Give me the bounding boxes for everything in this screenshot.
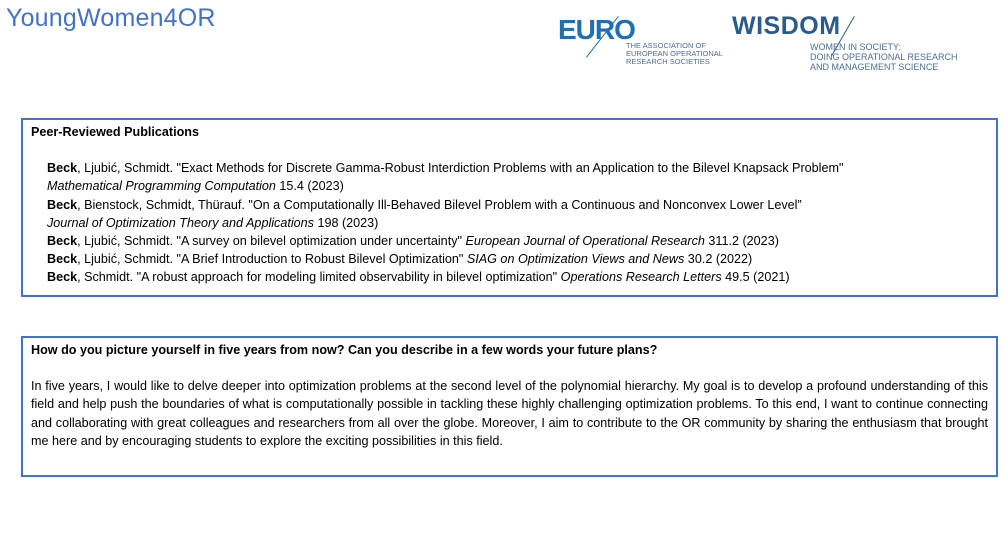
publication-journal: Mathematical Programming Computation	[47, 179, 276, 194]
publication-first-author: Beck	[47, 161, 78, 176]
publication-first-author: Beck	[47, 270, 78, 285]
wisdom-tagline-line: AND MANAGEMENT SCIENCE	[810, 62, 939, 72]
publication-first-author: Beck	[47, 197, 78, 212]
publication-details: 198 (2023)	[313, 215, 379, 230]
publications-heading: Peer-Reviewed Publications	[31, 125, 199, 139]
publication-journal: Operations Research Letters	[560, 270, 722, 285]
publication-item	[47, 250, 988, 268]
publication-details: 30.2 (2022)	[684, 252, 753, 267]
publication-venue	[47, 214, 988, 232]
publication-details: 49.5 (2021)	[721, 270, 790, 285]
publication-first-author: Beck	[47, 234, 78, 249]
euro-tagline-line: RESEARCH SOCIETIES	[626, 57, 710, 66]
publication-journal: SIAG on Optimization Views and News	[466, 252, 685, 267]
publication-details: 311.2 (2023)	[704, 234, 779, 249]
future-plans-box	[21, 336, 998, 477]
euro-logo-word: EURO	[558, 14, 635, 45]
wisdom-logo-word: WISDOM	[732, 12, 841, 40]
wisdom-tagline-line: WOMEN IN SOCIETY:	[810, 42, 902, 52]
euro-tagline-line: THE ASSOCIATION OF	[626, 41, 706, 50]
publications-box	[21, 118, 998, 297]
future-plans-question: How do you picture yourself in five years from now? Can you describe in a few words your future plans?	[31, 343, 658, 357]
publication-item	[47, 196, 988, 214]
publication-citation: , Schmidt. "A robust approach for modeling limited observability in bilevel optimization"	[77, 270, 561, 285]
wisdom-tagline-line: DOING OPERATIONAL RESEARCH	[810, 52, 958, 62]
publication-citation: , Ljubić, Schmidt. "A Brief Introduction to Robust Bilevel Optimization"	[77, 252, 467, 267]
publication-details: 15.4 (2023)	[275, 179, 344, 194]
publication-citation: , Ljubić, Schmidt. "A survey on bilevel optimization under uncertainty"	[77, 234, 466, 249]
publication-item	[47, 268, 988, 286]
wisdom-logo	[732, 12, 992, 72]
publication-citation: , Bienstock, Schmidt, Thürauf. "On a Computationally Ill-Behaved Bilevel Problem with a Continuous and Nonconvex Lower Level”	[77, 197, 802, 212]
page-title: YoungWomen4OR	[6, 4, 216, 32]
euro-tagline-line: EUROPEAN OPERATIONAL	[626, 49, 723, 58]
publication-item	[47, 159, 988, 177]
publication-item	[47, 232, 988, 250]
publication-first-author: Beck	[47, 252, 78, 267]
wisdom-logo-tagline	[810, 42, 958, 72]
future-plans-answer: In five years, I would like to delve deeper into optimization problems at the second level of the polynomial hierarchy. My goal is to develop a profound understanding of this field and help push the boundaries of what is computationally possible in tackling these highly challenging optimization problems. To this end, I want to continue connecting and collaborating with great colleagues and researchers from all over the globe. Moreover, I aim to contribute to the OR community by sharing the enthusiasm that brought me here and by encouraging students to explore the exciting possibilities in this field.	[31, 379, 988, 448]
publication-venue	[47, 177, 988, 195]
publication-list	[31, 159, 988, 286]
publication-citation: , Ljubić, Schmidt. "Exact Methods for Discrete Gamma-Robust Interdiction Problems with an Application to the Bilevel Knapsack Problem"	[77, 161, 844, 176]
publication-journal: Journal of Optimization Theory and Applications	[47, 215, 314, 230]
euro-logo-tagline	[626, 42, 723, 66]
publication-journal: European Journal of Operational Research	[465, 234, 705, 249]
euro-logo	[558, 12, 723, 68]
